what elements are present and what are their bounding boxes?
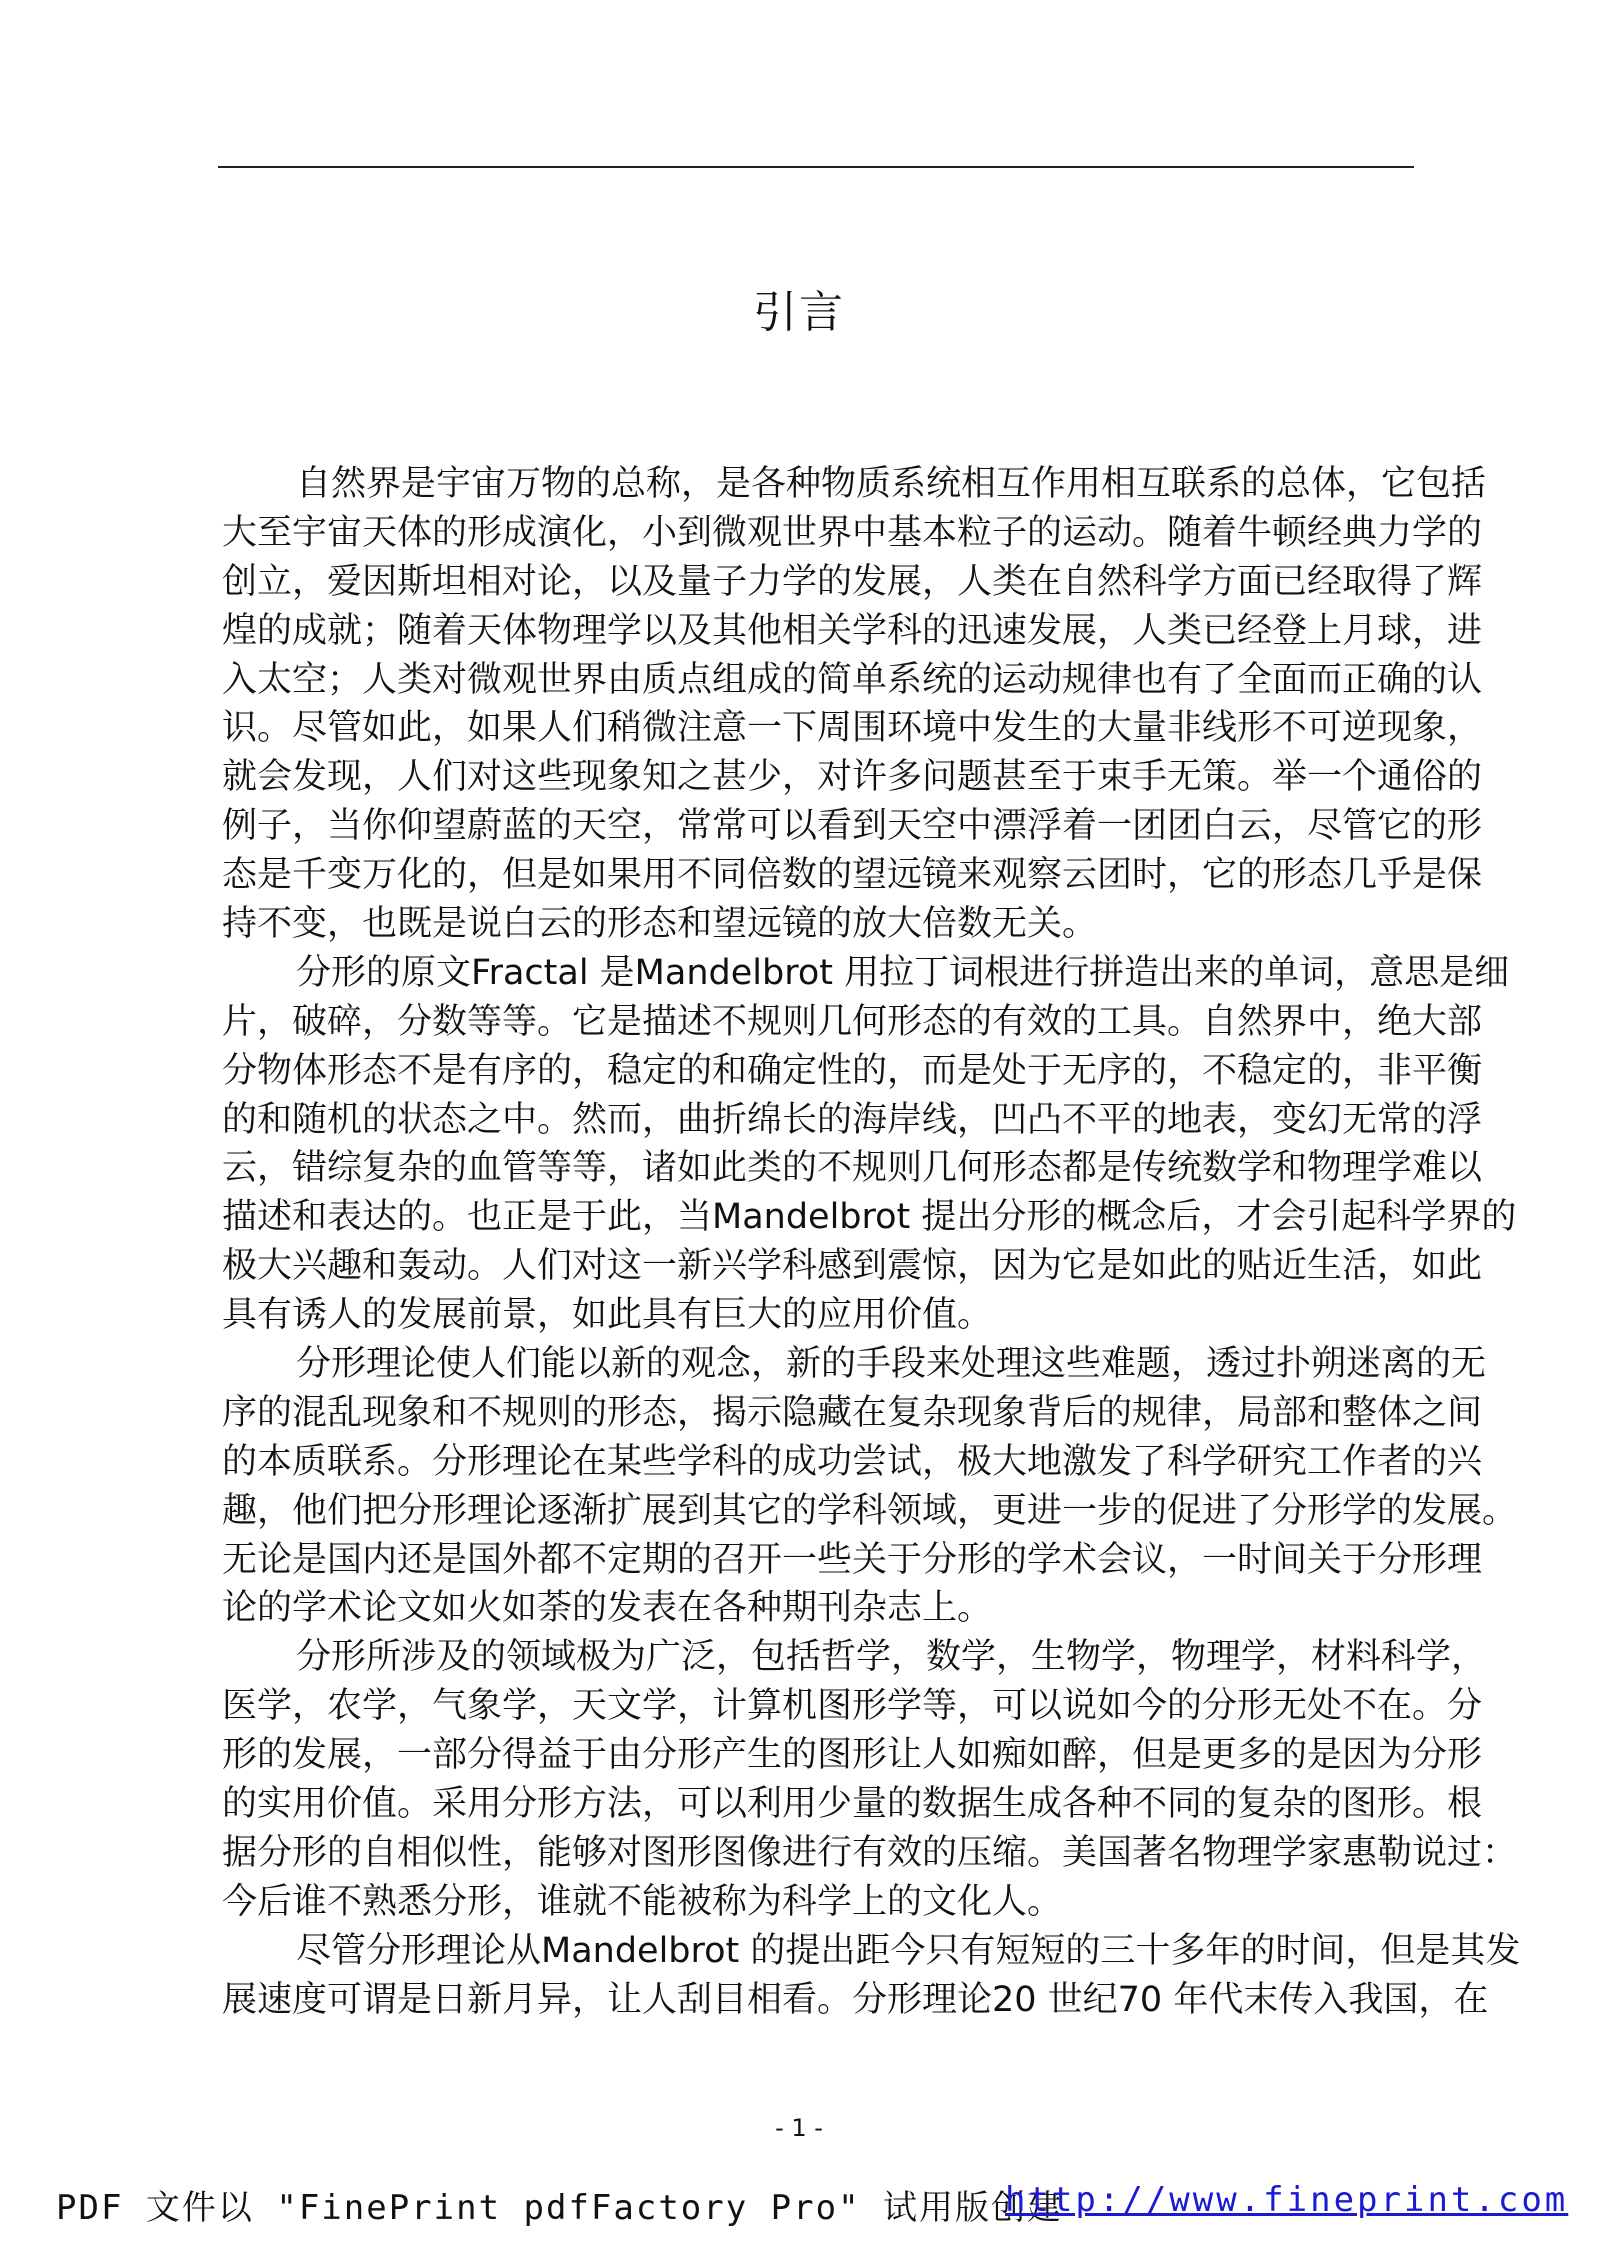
paragraph-line: 创立，爱因斯坦相对论，以及量子力学的发展，人类在自然科学方面已经取得了辉	[222, 561, 1483, 602]
paragraph-line: 自然界是宇宙万物的总称，是各种物质系统相互作用相互联系的总体，它包括	[296, 464, 1487, 504]
paragraph-line: 大至宇宙天体的形成演化，小到微观世界中基本粒子的运动。随着牛顿经典力学的	[222, 512, 1483, 553]
paragraph-line: 片，破碎，分数等等。它是描述不规则几何形态的有效的工具。自然界中，绝大部	[222, 1001, 1483, 1042]
fineprint-link[interactable]: http://www.fineprint.com	[1005, 2180, 1569, 2220]
paragraph-line: 具有诱人的发展前景，如此具有巨大的应用价值。	[222, 1295, 993, 1336]
paragraph-line: 的本质联系。分形理论在某些学科的成功尝试，极大地激发了科学研究工作者的兴	[222, 1441, 1483, 1482]
paragraph-line: 展速度可谓是日新月异，让人刮目相看。分形理论20 世纪70 年代末传入我国，在	[222, 1979, 1489, 2020]
paragraph-line: 的实用价值。采用分形方法，可以利用少量的数据生成各种不同的复杂的图形。根	[222, 1784, 1483, 1825]
paragraph-line: 就会发现，人们对这些现象知之甚少，对许多问题甚至于束手无策。举一个通俗的	[222, 757, 1483, 798]
paragraph-line: 态是千变万化的，但是如果用不同倍数的望远镜来观察云团时，它的形态几乎是保	[222, 855, 1483, 896]
paragraph-line: 无论是国内还是国外都不定期的召开一些关于分形的学术会议，一时间关于分形理	[222, 1539, 1483, 1580]
paragraph-line: 描述和表达的。也正是于此，当Mandelbrot 提出分形的概念后，才会引起科学界的	[222, 1197, 1517, 1238]
paragraph-line: 今后谁不熟悉分形，谁就不能被称为科学上的文化人。	[222, 1881, 1063, 1922]
paragraph-line: 云，错综复杂的血管等等，诸如此类的不规则几何形态都是传统数学和物理学难以	[222, 1148, 1483, 1189]
paragraph-line: 持不变，也既是说白云的形态和望远镜的放大倍数无关。	[222, 904, 1098, 945]
paragraph-line: 尽管分形理论从Mandelbrot 的提出距今只有短短的三十多年的时间，但是其发	[296, 1930, 1521, 1971]
paragraph-line: 论的学术论文如火如荼的发表在各种期刊杂志上。	[222, 1588, 993, 1629]
paragraph-line: 分形所涉及的领域极为广泛，包括哲学，数学，生物学，物理学，材料科学，	[296, 1637, 1487, 1678]
paragraph-line: 极大兴趣和轰动。人们对这一新兴学科感到震惊，因为它是如此的贴近生活，如此	[222, 1246, 1483, 1287]
paragraph-line: 例子，当你仰望蔚蓝的天空，常常可以看到天空中漂浮着一团团白云，尽管它的形	[222, 806, 1483, 847]
paragraph-line: 分形的原文Fractal 是Mandelbrot 用拉丁词根进行拼造出来的单词，意思是细	[296, 952, 1510, 993]
paragraph-line: 识。尽管如此，如果人们稍微注意一下周围环境中发生的大量非线形不可逆现象，	[222, 708, 1483, 749]
paragraph-line: 入太空；人类对微观世界由质点组成的简单系统的运动规律也有了全面而正确的认	[222, 659, 1483, 700]
watermark-footer-text: PDF 文件以 "FinePrint pdfFactory Pro" 试用版创建	[56, 2188, 1064, 2228]
paragraph-line: 医学，农学，气象学，天文学，计算机图形学等，可以说如今的分形无处不在。分	[222, 1686, 1483, 1727]
page-title: 引言	[753, 287, 845, 338]
header-rule	[218, 166, 1414, 168]
paragraph-line: 的和随机的状态之中。然而，曲折绵长的海岸线，凹凸不平的地表，变幻无常的浮	[222, 1099, 1483, 1140]
paragraph-line: 趣，他们把分形理论逐渐扩展到其它的学科领域，更进一步的促进了分形学的发展。	[222, 1490, 1518, 1531]
paragraph-line: 煌的成就；随着天体物理学以及其他相关学科的迅速发展，人类已经登上月球，进	[222, 610, 1483, 651]
paragraph-line: 分物体形态不是有序的，稳定的和确定性的，而是处于无序的，不稳定的，非平衡	[222, 1050, 1483, 1091]
paragraph-line: 分形理论使人们能以新的观念，新的手段来处理这些难题，透过扑朔迷离的无	[296, 1344, 1487, 1385]
page-number: - 1 -	[775, 2114, 823, 2142]
document-body	[222, 460, 1521, 2025]
paragraph-line: 形的发展，一部分得益于由分形产生的图形让人如痴如醉，但是更多的是因为分形	[222, 1735, 1483, 1776]
paragraph-line: 序的混乱现象和不规则的形态，揭示隐藏在复杂现象背后的规律，局部和整体之间	[222, 1392, 1483, 1433]
paragraph-line: 据分形的自相似性，能够对图形图像进行有效的压缩。美国著名物理学家惠勒说过：	[222, 1832, 1518, 1873]
